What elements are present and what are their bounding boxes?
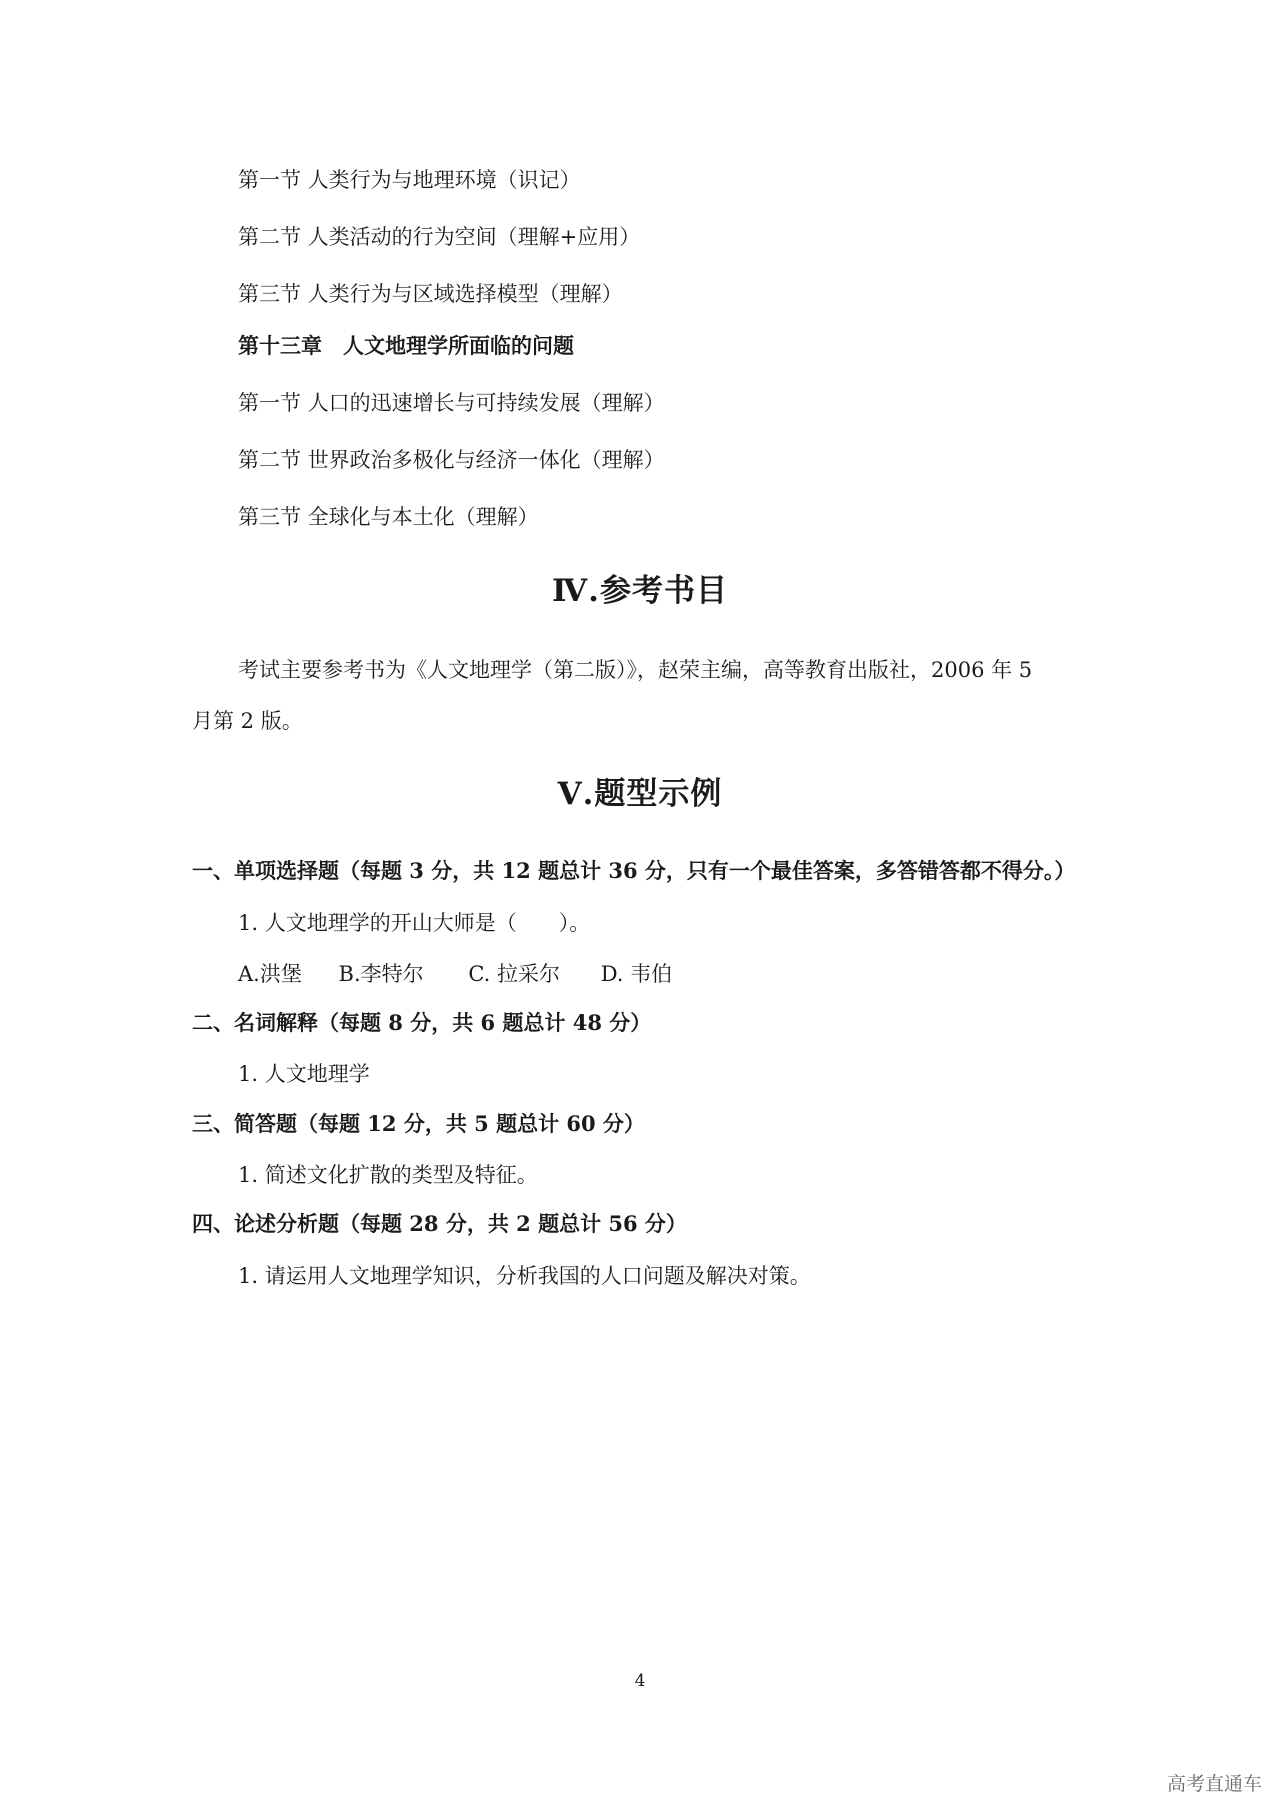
chapter-heading: 第十三章 人文地理学所面临的问题: [238, 333, 574, 358]
question-text: 1. 简述文化扩散的类型及特征。: [238, 1163, 538, 1187]
question-choices: [238, 960, 672, 988]
outline-item: 第二节 人类活动的行为空间（理解+应用）: [238, 225, 641, 249]
outline-item: 第三节 全球化与本土化（理解）: [238, 505, 539, 529]
reference-text: 考试主要参考书为《人文地理学（第二版）》，赵荣主编，高等教育出版社，2006 年 5: [238, 658, 1033, 682]
question-text: 1. 请运用人文地理学知识，分析我国的人口问题及解决对策。: [238, 1264, 811, 1288]
question-heading: 四、论述分析题（每题 28 分，共 2 题总计 56 分）: [192, 1211, 687, 1236]
question-heading: 一、单项选择题（每题 3 分，共 12 题总计 36 分，只有一个最佳答案，多答错答都不得分。）: [192, 858, 1076, 883]
outline-item: 第一节 人类行为与地理环境（识记）: [238, 168, 581, 192]
section-title-examples: Ⅴ.题型示例: [557, 776, 723, 812]
watermark: 高考直通车: [1166, 1773, 1262, 1795]
outline-item: 第一节 人口的迅速增长与可持续发展（理解）: [238, 391, 665, 415]
section-title-references: Ⅳ.参考书目: [552, 573, 728, 609]
reference-text: 月第 2 版。: [192, 709, 303, 733]
question-heading: 三、简答题（每题 12 分，共 5 题总计 60 分）: [192, 1111, 645, 1136]
question-text: 1. 人文地理学: [238, 1062, 370, 1086]
choice-a: A.洪堡: [238, 962, 302, 986]
outline-item: 第三节 人类行为与区域选择模型（理解）: [238, 282, 623, 306]
choice-d: D. 韦伯: [600, 962, 673, 986]
question-text: 1. 人文地理学的开山大师是（ ）。: [238, 911, 591, 935]
choice-b: B.李特尔: [338, 962, 424, 986]
outline-item: 第二节 世界政治多极化与经济一体化（理解）: [238, 448, 665, 472]
question-heading: 二、名词解释（每题 8 分，共 6 题总计 48 分）: [192, 1010, 652, 1035]
page-number: 4: [634, 1671, 646, 1691]
choice-c: C. 拉采尔: [468, 962, 560, 986]
